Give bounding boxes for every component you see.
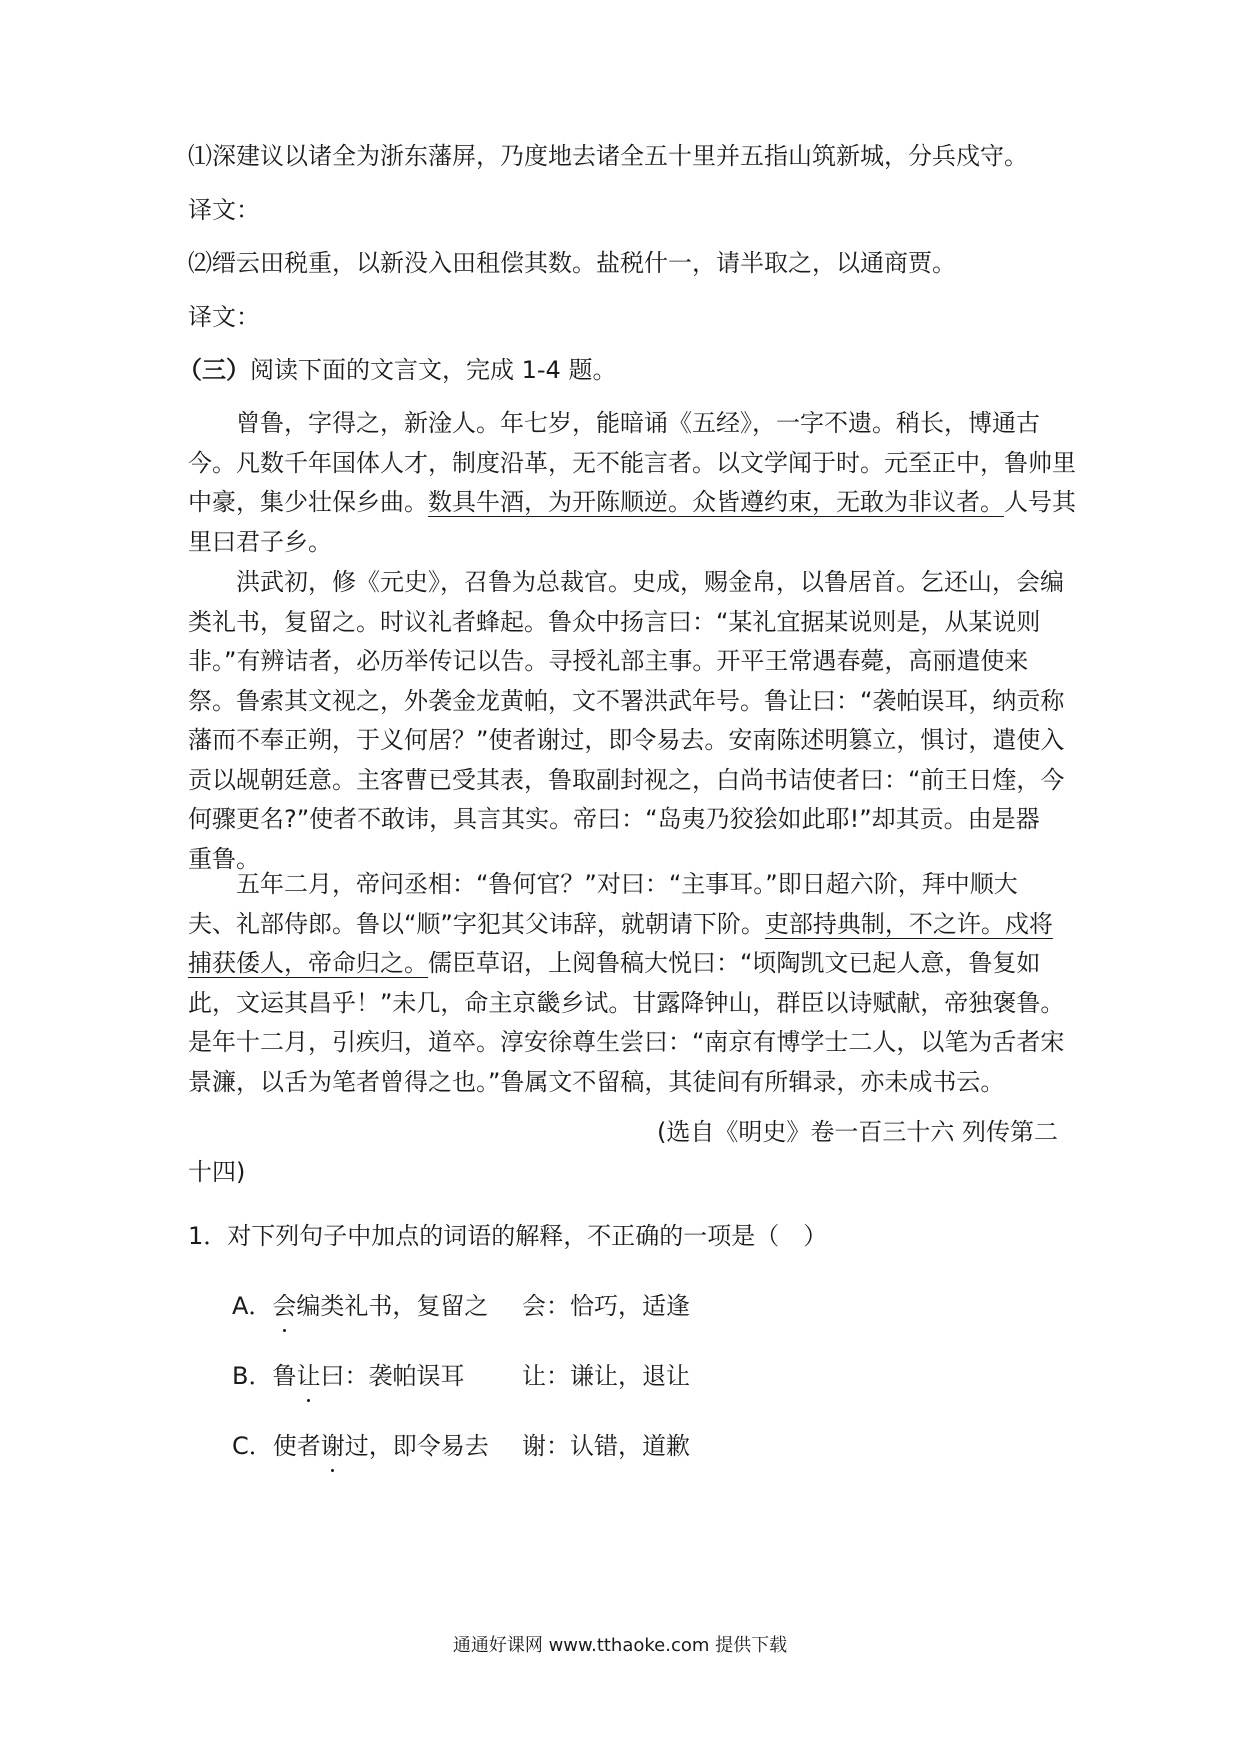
translation-answer-label-1: 译文： [188,196,260,224]
passage-line: 是年十二月，引疾归，道卒。淳安徐尊生尝曰：“南京有博学士二人，以笔为舌者宋 [188,1028,1065,1056]
page-footer: 通通好课网 www.tthaoke.com 提供下载 [452,1635,788,1656]
passage-line [188,944,1058,984]
passage-line: 祭。鲁索其文视之，外袭金龙黄帕，文不署洪武年号。鲁让曰：“袭帕误耳，纳贡称 [188,686,1065,715]
source-line-1: (选自《明史》卷一百三十六 列传第二 [657,1118,1058,1146]
passage-line: 重鲁。 [188,844,260,873]
passage-text: 儒臣草诏，上阅鲁稿大悦曰：“顷陶凯文已起人意，鲁复如 [428,949,1041,977]
dotted-word: 谢 [321,1426,345,1466]
passage-line: 洪武初，修《元史》，召鲁为总裁官。史成，赐金帛，以鲁居首。乞还山，会编 [236,568,1064,596]
option-gloss: 会：恰巧，适逢 [522,1292,690,1320]
passage-paragraph-1 [188,404,1076,562]
passage-line: 五年二月，帝问丞相：“鲁何官？”对曰：“主事耳。”即日超六阶，拜中顺大 [236,870,1018,898]
passage-text: 人号其 [1004,488,1076,516]
passage-line: 非。”有辨诘者，必历举传记以告。寻授礼部主事。开平王常遇春薨，高丽遣使来 [188,647,1029,675]
section-title: （三） [178,356,250,384]
option-text: 使者 [272,1432,321,1460]
translation-answer-label-2: 译文： [188,303,260,331]
dotted-word: 让 [296,1356,320,1396]
question-1-option-a [232,1286,690,1326]
passage-line [188,483,1076,523]
passage-line: 里曰君子乡。 [188,527,332,556]
option-text: 过，即令易去 [344,1432,489,1460]
underlined-sentence: 捕获倭人，帝命归之。 [188,949,428,977]
passage-line: 曾鲁，字得之，新淦人。年七岁，能暗诵《五经》，一字不遗。稍长，博通古 [236,409,1040,437]
option-text: 曰：袭帕误耳 [320,1362,465,1390]
passage-line: 贡以觇朝廷意。主客曹已受其表，鲁取副封视之，白尚书诘使者曰：“前王日煃，今 [188,765,1065,794]
option-gloss: 谢：认错，道歉 [522,1432,690,1460]
section-instruction: 阅读下面的文言文，完成 1-4 题。 [250,356,617,384]
passage-line: 藩而不奉正朔，于义何居？”使者谢过，即令易去。安南陈述明篡立，惧讨，遣使入 [188,726,1065,754]
passage-text: 中豪，集少壮保乡曲。 [188,488,428,516]
passage-line: 此，文运其昌乎！”未几，命主京畿乡试。甘露降钟山，群臣以诗赋献，帝独褒鲁。 [188,988,1065,1017]
translation-question-1: ⑴深建议以诸全为浙东藩屏，乃度地去诸全五十里并五指山筑新城，分兵戍守。 [188,142,1028,170]
passage-paragraph-2 [188,563,1065,879]
option-label: B． [232,1362,273,1390]
question-1-option-b [232,1356,690,1396]
underlined-sentence: 数具牛酒，为开陈顺逆。众皆遵约束，无敢为非议者。 [428,488,1004,516]
section-heading [178,350,1048,390]
option-label: A． [232,1292,273,1320]
source-citation [188,1112,1058,1192]
passage-line [188,905,1058,945]
option-text: 鲁 [272,1362,297,1390]
passage-line: 类礼书，复留之。时议礼者蜂起。鲁众中扬言曰：“某礼宜据某说则是，从某说则 [188,607,1041,636]
translation-question-2: ⑵缙云田税重，以新没入田租偿其数。盐税什一，请半取之，以通商贾。 [188,249,956,277]
option-gloss: 让：谦让，退让 [522,1362,690,1390]
passage-line: 今。凡数千年国体人才，制度沿革，无不能言者。以文学闻于时。元至正中，鲁帅里 [188,448,1076,477]
option-label: C． [232,1432,273,1460]
dotted-word: 会 [272,1286,296,1326]
passage-paragraph-3 [188,865,1065,1102]
question-1-option-c [232,1426,690,1466]
passage-line: 景濂，以舌为笔者曾得之也。”鲁属文不留稿，其徒间有所辑录，亦未成书云。 [188,1067,1005,1096]
option-text: 编类礼书，复留之 [296,1292,489,1320]
passage-line: 何骤更名?”使者不敢讳，具言其实。帝曰：“岛夷乃狡狯如此耶!”却其贡。由是器 [188,805,1040,833]
passage-text: 夫、礼部侍郎。鲁以“顺”字犯其父讳辞，就朝请下阶。 [188,909,765,938]
question-1-stem: 1．对下列句子中加点的词语的解释，不正确的一项是（ ） [188,1222,828,1250]
underlined-sentence: 吏部持典制，不之许。戍将 [764,909,1053,938]
source-line-2: 十四) [188,1158,246,1186]
